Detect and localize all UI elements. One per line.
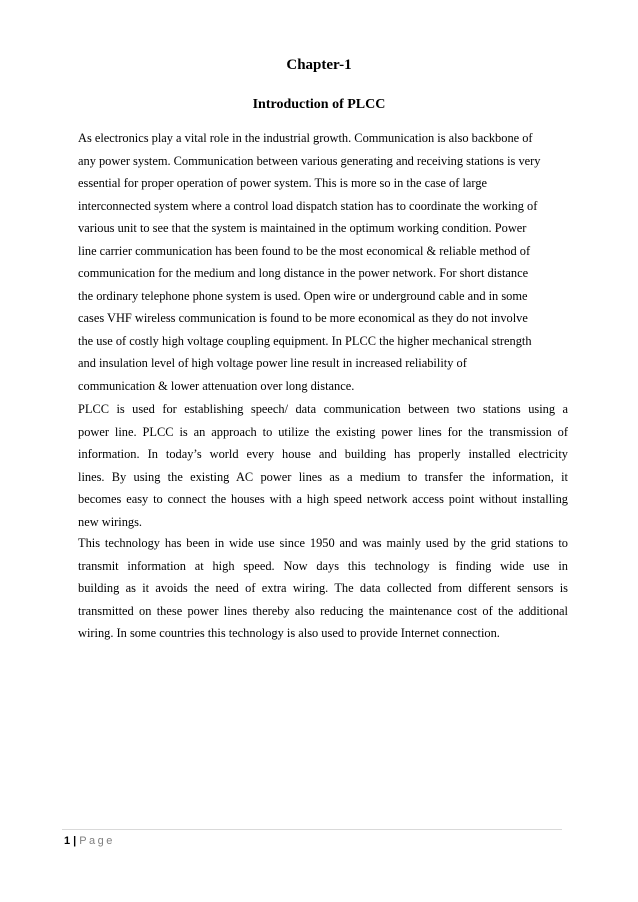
footer-divider: [62, 829, 562, 830]
paragraph-line: line carrier communication has been found to be the most economical & reliable method of: [78, 243, 531, 258]
paragraph-line: communication for the medium and long distance in the power network. For short distance: [78, 266, 529, 280]
paragraph-line: building as it avoids the need of extra wiring. The data collected from different sensors is: [78, 581, 568, 595]
paragraph-plcc-definition: [78, 398, 568, 533]
footer-separator: |: [73, 835, 77, 847]
paragraph-line: and insulation level of high voltage power line result in increased reliability of: [78, 356, 467, 370]
section-heading: Introduction of PLCC: [252, 97, 386, 112]
paragraph-intro: [78, 127, 568, 397]
paragraph-line: various unit to see that the system is maintained in the optimum working condition. Power: [78, 221, 527, 235]
paragraph-line: wiring. In some countries this technology is also used to provide Internet connection.: [78, 626, 500, 640]
paragraph-line: cases VHF wireless communication is found to be more economical as they do not involve: [78, 311, 528, 325]
paragraph-line: new wirings.: [78, 514, 143, 529]
paragraph-line: essential for proper operation of power system. This is more so in the case of large: [78, 176, 488, 190]
paragraph-line: lines. By using the existing AC power lines as a medium to transfer the information, it: [78, 469, 568, 484]
paragraph-line: information. In today’s world every house and building has properly installed electricity: [78, 447, 568, 461]
paragraph-line: PLCC is used for establishing speech/ data communication between two stations using a: [78, 402, 568, 416]
chapter-heading: Chapter-1: [286, 57, 352, 73]
page-label: Page: [79, 835, 115, 847]
paragraph-line: As electronics play a vital role in the industrial growth. Communication is also backbone of: [78, 131, 533, 145]
paragraph-line: any power system. Communication between various generating and receiving stations is very: [78, 153, 541, 168]
page-number: 1: [64, 835, 71, 847]
paragraph-technology-history: [78, 532, 568, 645]
paragraph-line: power line. PLCC is an approach to utilize the existing power lines for the transmission of: [78, 424, 568, 439]
paragraph-line: the use of costly high voltage coupling equipment. In PLCC the higher mechanical strength: [78, 333, 532, 348]
paragraph-line: This technology has been in wide use since 1950 and was mainly used by the grid stations to: [78, 536, 568, 550]
paragraph-line: the ordinary telephone phone system is used. Open wire or underground cable and in some: [78, 288, 528, 303]
paragraph-line: transmitted on these power lines thereby also reducing the maintenance cost of the additional: [78, 603, 568, 618]
paragraph-line: transmit information at high speed. Now days this technology is finding wide use in: [78, 558, 568, 573]
paragraph-line: interconnected system where a control load dispatch station has to coordinate the working of: [78, 198, 538, 213]
page-footer: [64, 833, 115, 849]
paragraph-line: becomes easy to connect the houses with a high speed network access point without installing: [78, 492, 568, 506]
paragraph-line: communication & lower attenuation over long distance.: [78, 378, 355, 393]
